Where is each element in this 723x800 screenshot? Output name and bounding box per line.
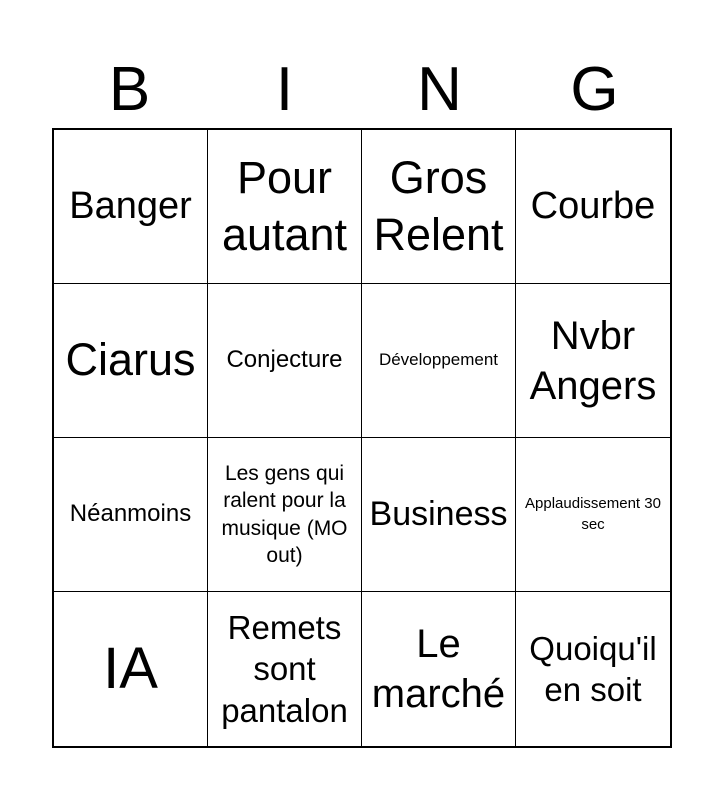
bingo-cell bbox=[208, 438, 362, 592]
bingo-cell bbox=[208, 284, 362, 438]
bingo-cell bbox=[362, 438, 516, 592]
bingo-cell bbox=[208, 130, 362, 284]
cell-text: Néanmoins bbox=[69, 500, 192, 528]
cell-text: Le marché bbox=[371, 622, 506, 716]
header-letter-i: I bbox=[275, 55, 294, 124]
cell-text: Ciarus bbox=[65, 334, 196, 386]
cell-text: IA bbox=[103, 636, 158, 702]
cell-text: Conjecture bbox=[226, 346, 343, 374]
bingo-cell bbox=[516, 130, 670, 284]
bingo-cell bbox=[54, 438, 208, 592]
header-letter-n: N bbox=[417, 55, 462, 124]
bingo-cell bbox=[54, 592, 208, 746]
bingo-cell bbox=[362, 592, 516, 746]
cell-text: Quoiqu'il en soit bbox=[529, 629, 657, 708]
cell-text: Banger bbox=[69, 184, 192, 227]
bingo-header bbox=[52, 52, 672, 128]
cell-text: Pour autant bbox=[221, 152, 348, 260]
cell-text: Business bbox=[369, 495, 508, 534]
bingo-cell bbox=[208, 592, 362, 746]
cell-text: Nvbr Angers bbox=[529, 313, 657, 408]
bingo-cell bbox=[362, 130, 516, 284]
cell-text: Les gens qui ralent pour la musique (MO out) bbox=[221, 461, 348, 567]
cell-text: Développement bbox=[378, 350, 499, 370]
cell-text: Remets sont pantalon bbox=[221, 609, 348, 729]
cell-text: Applaudissement 30 sec bbox=[525, 495, 661, 533]
cell-text: Courbe bbox=[530, 184, 656, 227]
bingo-cell bbox=[54, 284, 208, 438]
header-letter-b: B bbox=[108, 55, 151, 124]
header-letter-g: G bbox=[570, 55, 619, 124]
bingo-cell bbox=[54, 130, 208, 284]
bingo-cell bbox=[516, 284, 670, 438]
cell-text: Gros Relent bbox=[373, 152, 504, 260]
bingo-grid bbox=[52, 128, 672, 748]
bingo-cell bbox=[362, 284, 516, 438]
bingo-cell bbox=[516, 592, 670, 746]
bingo-cell bbox=[516, 438, 670, 592]
